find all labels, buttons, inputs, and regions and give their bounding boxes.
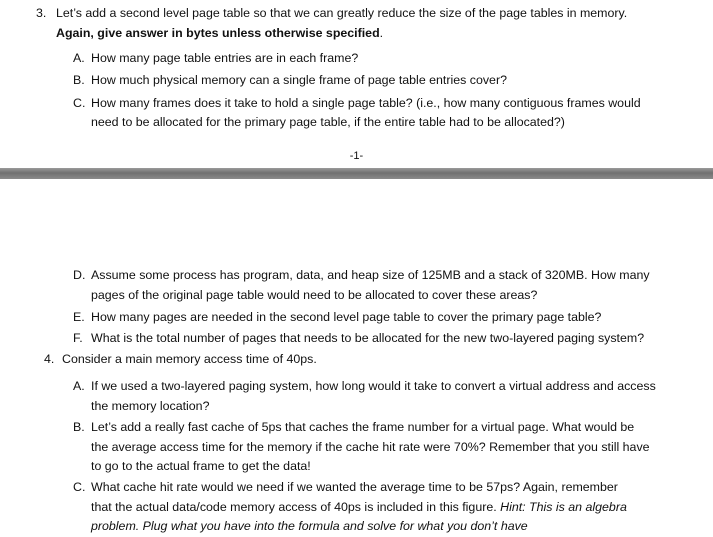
item-text: that the actual data/code memory access of 40ps is included in this figure. Hint: This is an algebra: [91, 500, 627, 514]
question-text: Consider a main memory access time of 40ps.: [62, 352, 317, 366]
item-text: How many pages are needed in the second level page table to cover the primary page table?: [91, 310, 602, 324]
item-text: to go to the actual frame to get the data!: [91, 459, 311, 473]
item-letter: A.: [73, 51, 85, 65]
item-text: the average access time for the memory if the cache hit rate were 70%? Remember that you still have: [91, 440, 650, 454]
hint-text: problem. Plug what you have into the formula and solve for what you don’t have: [91, 519, 528, 533]
document-page-1: [0, 0, 713, 168]
item-text: need to be allocated for the primary page table, if the entire table had to be allocated?): [91, 115, 565, 129]
item-text: Assume some process has program, data, and heap size of 125MB and a stack of 320MB. How many: [91, 268, 650, 282]
item-text: What cache hit rate would we need if we wanted the average time to be 57ps? Again, remember: [91, 480, 618, 494]
item-letter: E.: [73, 310, 85, 324]
document-page-2: [0, 179, 713, 537]
page-separator: [0, 168, 713, 179]
question-number: 3.: [36, 6, 47, 20]
item-text: How much physical memory can a single frame of page table entries cover?: [91, 73, 507, 87]
item-letter: B.: [73, 420, 85, 434]
question-text: Let’s add a second level page table so that we can greatly reduce the size of the page tables in memory.: [56, 6, 628, 20]
question-instruction: Again, give answer in bytes unless otherwise specified.: [56, 26, 384, 40]
hint-text: Hint: This is an algebra: [500, 500, 627, 514]
item-letter: D.: [73, 268, 86, 282]
item-text: How many frames does it take to hold a single page table? (i.e., how many contiguous frames would: [91, 96, 641, 110]
item-text: What is the total number of pages that needs to be allocated for the new two-layered paging system?: [91, 331, 645, 345]
item-letter: C.: [73, 480, 86, 494]
item-text: Let’s add a really fast cache of 5ps that caches the frame number for a virtual page. What would be: [91, 420, 635, 434]
item-text: pages of the original page table would need to be allocated to cover these areas?: [91, 288, 538, 302]
question-number: 4.: [44, 352, 55, 366]
item-text: If we used a two-layered paging system, how long would it take to convert a virtual address and access: [91, 379, 656, 393]
page-number: -1-: [349, 150, 364, 162]
item-text: How many page table entries are in each frame?: [91, 51, 359, 65]
item-letter: A.: [73, 379, 85, 393]
item-text: the memory location?: [91, 399, 210, 413]
item-letter: F.: [73, 331, 83, 345]
item-letter: C.: [73, 96, 86, 110]
item-letter: B.: [73, 73, 85, 87]
